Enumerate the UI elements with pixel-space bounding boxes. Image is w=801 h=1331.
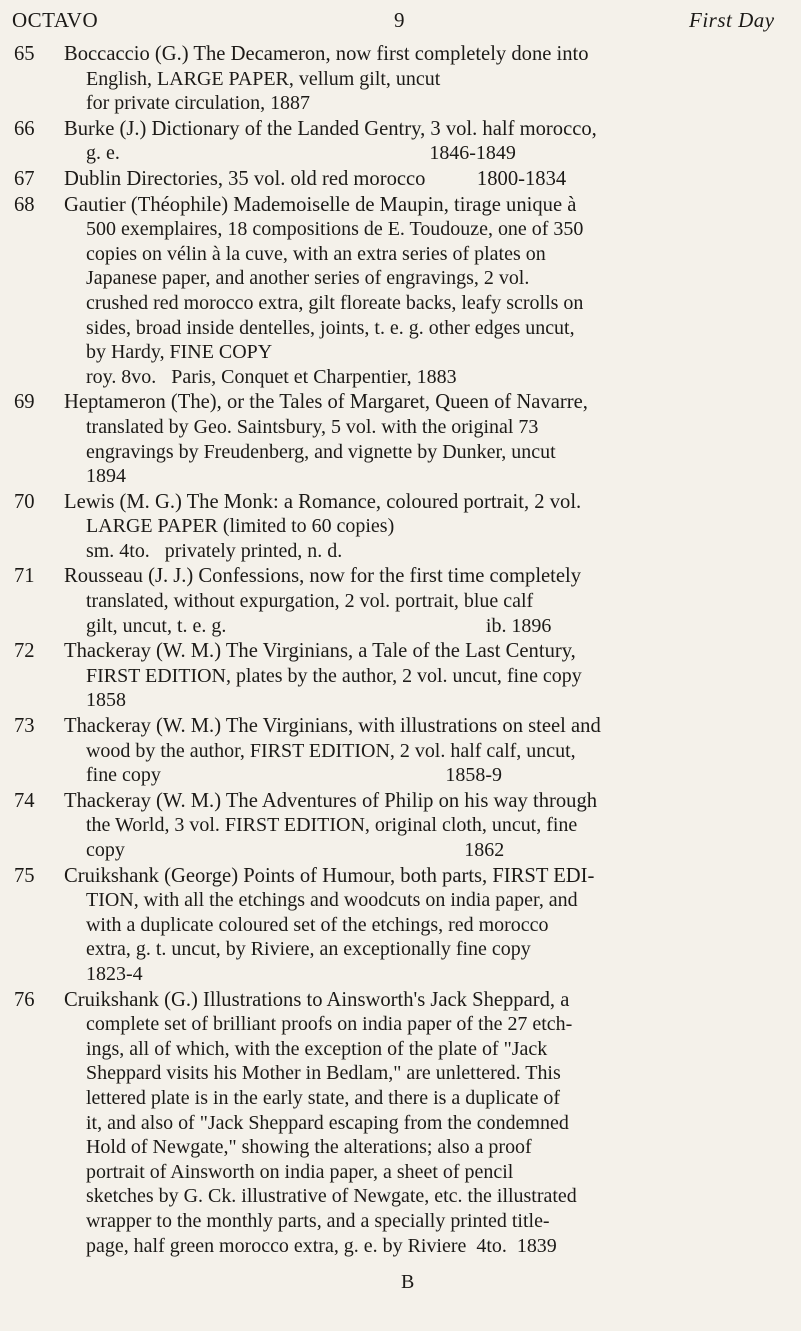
description-line: translated by Geo. Saintsbury, 5 vol. with the original 73 <box>86 415 539 438</box>
description-line: page, half green morocco extra, g. e. by Riviere 4to. 1839 <box>86 1234 557 1257</box>
description-line: Thackeray (W. M.) The Virginians, a Tale of the Last Century, <box>64 640 576 663</box>
lot-entry <box>0 639 801 713</box>
description-line: sm. 4to. privately printed, n. d. <box>86 539 343 562</box>
lot-number: 68 <box>14 193 35 216</box>
lot-number: 65 <box>14 43 35 65</box>
lot-entry <box>0 167 801 192</box>
description-line: roy. 8vo. Paris, Conquet et Charpentier, 1883 <box>86 365 457 388</box>
lot-description <box>64 42 785 116</box>
description-line: Boccaccio (G.) The Decameron, now first completely done into <box>64 43 589 65</box>
lot-entry <box>0 864 801 987</box>
lot-number: 73 <box>14 715 35 738</box>
lot-description <box>64 988 785 1259</box>
lot-number: 71 <box>14 565 35 588</box>
lot-entry <box>0 117 801 166</box>
lot-number: 67 <box>14 167 35 190</box>
lot-description <box>64 864 785 987</box>
description-line: extra, g. t. uncut, by Riviere, an exceptionally fine copy <box>86 938 531 961</box>
description-line: Cruikshank (G.) Illustrations to Ainsworth's Jack Sheppard, a <box>64 988 570 1011</box>
lot-entry <box>0 42 801 116</box>
lot-description <box>64 714 785 788</box>
lot-description <box>64 117 785 166</box>
lot-number: 66 <box>14 117 35 140</box>
lot-list <box>0 42 801 1259</box>
description-line: wrapper to the monthly parts, and a specially printed title- <box>86 1209 550 1232</box>
description-line: FIRST EDITION, plates by the author, 2 vol. uncut, fine copy <box>86 664 582 687</box>
lot-number: 75 <box>14 864 35 887</box>
lot-description <box>64 390 785 488</box>
description-line: Burke (J.) Dictionary of the Landed Gentry, 3 vol. half morocco, <box>64 117 597 140</box>
description-line: it, and also of "Jack Sheppard escaping from the condemned <box>86 1111 569 1134</box>
description-line: Japanese paper, and another series of engravings, 2 vol. <box>86 267 530 290</box>
description-line: crushed red morocco extra, gilt floreate backs, leafy scrolls on <box>86 291 584 314</box>
header-day: First Day <box>689 8 775 32</box>
lot-number: 76 <box>14 988 35 1011</box>
description-line: Dublin Directories, 35 vol. old red morocco 1800-1834 <box>64 167 567 190</box>
lot-entry <box>0 789 801 863</box>
description-line: 1894 <box>86 465 126 488</box>
description-line: Hold of Newgate," showing the alterations; also a proof <box>86 1136 532 1159</box>
description-line: for private circulation, 1887 <box>86 92 311 115</box>
lot-number: 70 <box>14 490 35 513</box>
lot-entry <box>0 714 801 788</box>
description-line: copy 1862 <box>86 839 505 861</box>
lot-number: 72 <box>14 640 35 663</box>
lot-entry <box>0 988 801 1259</box>
lot-description <box>64 789 785 863</box>
lot-description <box>64 193 785 390</box>
page-number: 9 <box>394 8 405 32</box>
description-line: Thackeray (W. M.) The Adventures of Philip on his way through <box>64 789 598 812</box>
description-line: Thackeray (W. M.) The Virginians, with illustrations on steel and <box>64 715 601 738</box>
description-line: complete set of brilliant proofs on india paper of the 27 etch- <box>86 1013 573 1036</box>
description-line: Rousseau (J. J.) Confessions, now for the first time completely <box>64 565 582 588</box>
running-header <box>0 0 801 34</box>
description-line: sketches by G. Ck. illustrative of Newgate, etc. the illustrated <box>86 1185 577 1208</box>
header-format: OCTAVO <box>12 8 99 32</box>
description-line: Gautier (Théophile) Mademoiselle de Maupin, tirage unique à <box>64 193 577 216</box>
lot-description <box>64 167 785 192</box>
description-line: Cruikshank (George) Points of Humour, both parts, FIRST EDI- <box>64 864 595 887</box>
description-line: the World, 3 vol. FIRST EDITION, original cloth, uncut, fine <box>86 814 578 837</box>
description-line: engravings by Freudenberg, and vignette by Dunker, uncut <box>86 440 556 463</box>
signature-mark: B <box>401 1271 415 1293</box>
description-line: wood by the author, FIRST EDITION, 2 vol. half calf, uncut, <box>86 739 576 762</box>
lot-description <box>64 564 785 638</box>
description-line: lettered plate is in the early state, and there is a duplicate of <box>86 1086 561 1109</box>
description-line: Heptameron (The), or the Tales of Margaret, Queen of Navarre, <box>64 391 588 414</box>
description-line: LARGE PAPER (limited to 60 copies) <box>86 515 395 538</box>
description-line: Lewis (M. G.) The Monk: a Romance, coloured portrait, 2 vol. <box>64 490 582 513</box>
lot-number: 74 <box>14 789 35 812</box>
lot-description <box>64 639 785 713</box>
description-line: ings, all of which, with the exception of the plate of "Jack <box>86 1037 548 1060</box>
description-line: with a duplicate coloured set of the etchings, red morocco <box>86 913 549 936</box>
description-line: fine copy 1858-9 <box>86 764 502 787</box>
description-line: TION, with all the etchings and woodcuts on india paper, and <box>86 889 578 912</box>
description-line: portrait of Ainsworth on india paper, a sheet of pencil <box>86 1160 514 1183</box>
description-line: translated, without expurgation, 2 vol. portrait, blue calf <box>86 590 534 613</box>
description-line: sides, broad inside dentelles, joints, t. e. g. other edges uncut, <box>86 316 575 339</box>
lot-entry <box>0 390 801 488</box>
description-line: Sheppard visits his Mother in Bedlam," are unlettered. This <box>86 1062 561 1085</box>
lot-description <box>64 490 785 564</box>
description-line: English, LARGE PAPER, vellum gilt, uncut <box>86 67 441 90</box>
description-line: by Hardy, FINE COPY <box>86 341 273 364</box>
description-line: copies on vélin à la cuve, with an extra series of plates on <box>86 242 546 265</box>
description-line: gilt, uncut, t. e. g. ib. 1896 <box>86 614 552 637</box>
description-line: 1858 <box>86 689 126 712</box>
lot-number: 69 <box>14 391 35 414</box>
description-line: g. e. 1846-1849 <box>86 142 516 165</box>
description-line: 500 exemplaires, 18 compositions de E. Toudouze, one of 350 <box>86 218 584 241</box>
lot-entry <box>0 564 801 638</box>
description-line: 1823-4 <box>86 962 143 985</box>
lot-entry <box>0 193 801 390</box>
lot-entry <box>0 490 801 564</box>
